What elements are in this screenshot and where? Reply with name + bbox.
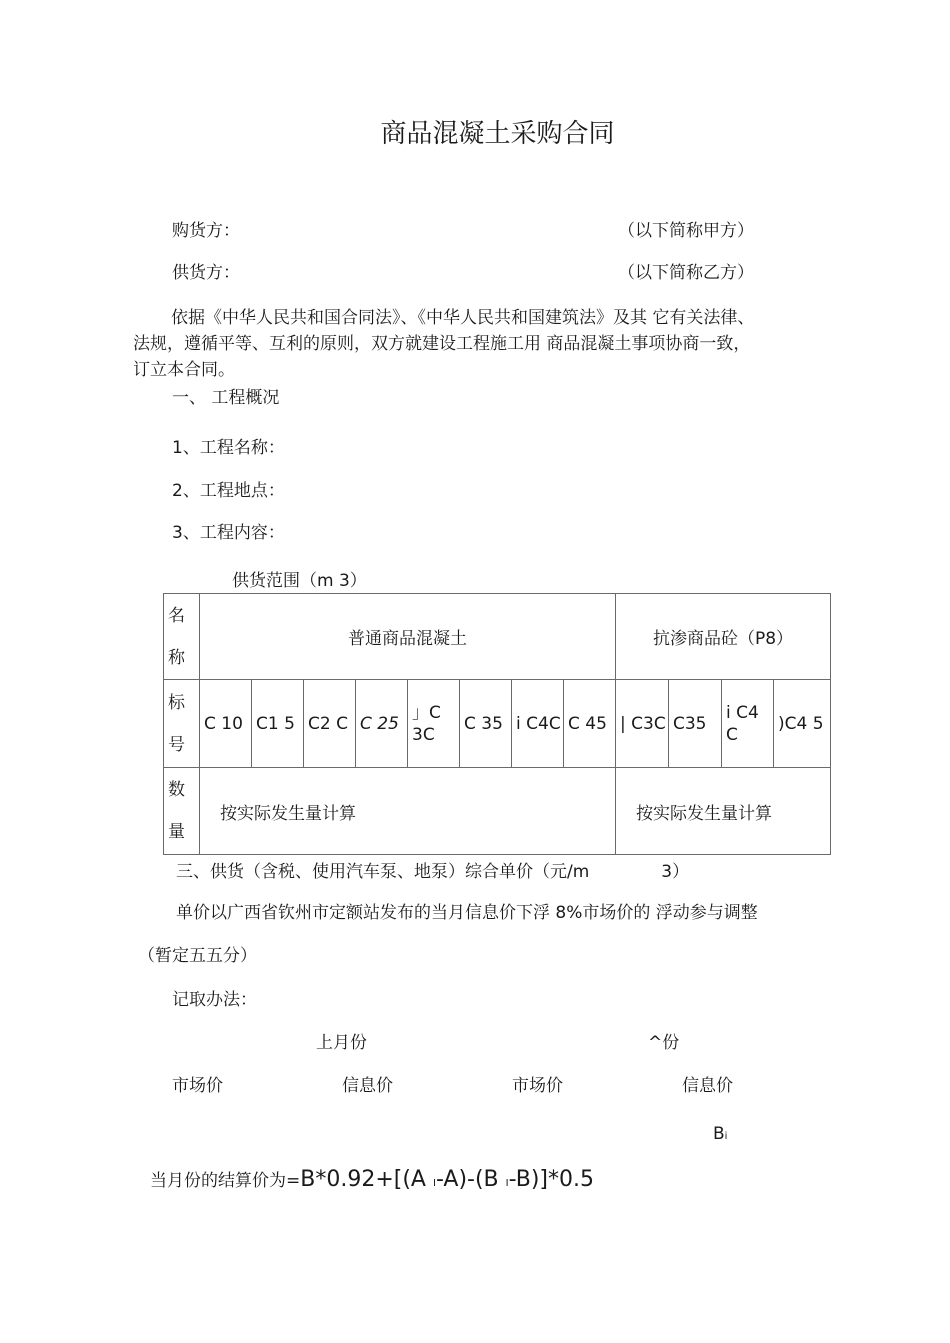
settlement-formula — [150, 1166, 594, 1192]
b-marker-subscript: i — [724, 1131, 728, 1142]
table-row-grade — [164, 680, 831, 768]
section-3-heading-part1: 三、供货（含税、使用汽车泵、地泵）综合单价（元/m — [176, 862, 590, 882]
row-label-char: 标 — [168, 692, 185, 713]
grade-cell: C 35 — [460, 680, 512, 768]
grade-cell: C 25 — [356, 680, 408, 768]
seller-label: 供货方： — [172, 263, 240, 283]
section-1-heading: 一、 工程概况 — [172, 388, 280, 408]
market-price-label-1: 市场价 — [172, 1076, 223, 1096]
buyer-note: （以下简称甲方） — [618, 221, 754, 241]
grade-cell: C 10 — [200, 680, 252, 768]
info-price-label-2: 信息价 — [682, 1076, 733, 1096]
grade-cell: 」C 3C — [408, 680, 460, 768]
method-label: 记取办法： — [172, 990, 257, 1010]
row-label-char: 名 — [168, 605, 185, 626]
grade-cell: i C4 C — [722, 680, 774, 768]
intro-line-2: 法规，遵循平等、互利的原则，双方就建设工程施工用 商品混凝土事项协商一致， — [133, 334, 751, 354]
grade-cell: C35 — [669, 680, 722, 768]
row-label-grade — [164, 680, 200, 768]
grade-cell: C2 C — [304, 680, 356, 768]
ordinary-concrete-header: 普通商品混凝土 — [200, 594, 616, 680]
info-price-label-1: 信息价 — [342, 1076, 393, 1096]
supply-table — [163, 593, 831, 855]
formula-prefix: 当月份的结算价为= — [150, 1171, 301, 1191]
section-3-heading-part2: 3） — [661, 862, 690, 882]
last-month-label: 上月份 — [316, 1033, 367, 1053]
supply-range-caption: 供货范围（m 3） — [232, 571, 367, 591]
formula-part-2: -A)-(B — [435, 1167, 506, 1192]
b-marker — [713, 1124, 727, 1147]
grade-cell: C 45 — [564, 680, 616, 768]
project-name-field: 1、工程名称： — [172, 438, 285, 458]
row-label-char: 称 — [168, 647, 185, 668]
seller-note: （以下简称乙方） — [618, 263, 754, 283]
grade-cell: i C4C — [512, 680, 564, 768]
project-content-field: 3、工程内容： — [172, 523, 285, 543]
impermeable-quantity-cell: 按实际发生量计算 — [616, 768, 831, 855]
row-label-char: 号 — [168, 734, 185, 755]
b-marker-letter: B — [713, 1124, 725, 1144]
grade-cell: | C3C — [616, 680, 669, 768]
buyer-label: 购货方： — [172, 221, 240, 241]
formula-subscript-1: I — [432, 1178, 436, 1189]
table-row-quantity — [164, 768, 831, 855]
formula-subscript-2: I — [505, 1178, 509, 1189]
pricing-line-1: 单价以广西省钦州市定额站发布的当月信息价下浮 8%市场价的 浮动参与调整 — [176, 903, 758, 923]
intro-paragraph — [133, 305, 893, 383]
page-title: 商品混凝土采购合同 — [380, 119, 615, 149]
intro-line-1: 依据《中华人民共和国合同法》、《中华人民共和国建筑法》及其 它有关法律、 — [171, 308, 755, 328]
table-row-name — [164, 594, 831, 680]
row-label-quantity — [164, 768, 200, 855]
formula-part-1: B*0.92+[(A — [300, 1167, 433, 1192]
row-label-char: 数 — [168, 780, 185, 800]
row-label-name — [164, 594, 200, 680]
formula-part-3: -B)]*0.5 — [508, 1167, 594, 1192]
impermeable-concrete-header: 抗渗商品砼（P8） — [616, 594, 831, 680]
row-label-char: 量 — [168, 822, 185, 842]
project-location-field: 2、工程地点： — [172, 481, 285, 501]
pricing-line-2: （暂定五五分） — [138, 946, 257, 966]
ordinary-quantity-cell: 按实际发生量计算 — [200, 768, 616, 855]
intro-line-3: 订立本合同。 — [133, 360, 235, 380]
section-3-heading — [176, 862, 689, 882]
this-month-label: ^份 — [648, 1033, 680, 1053]
grade-cell: )C4 5 — [774, 680, 831, 768]
market-price-label-2: 市场价 — [512, 1076, 563, 1096]
grade-cell: C1 5 — [252, 680, 304, 768]
